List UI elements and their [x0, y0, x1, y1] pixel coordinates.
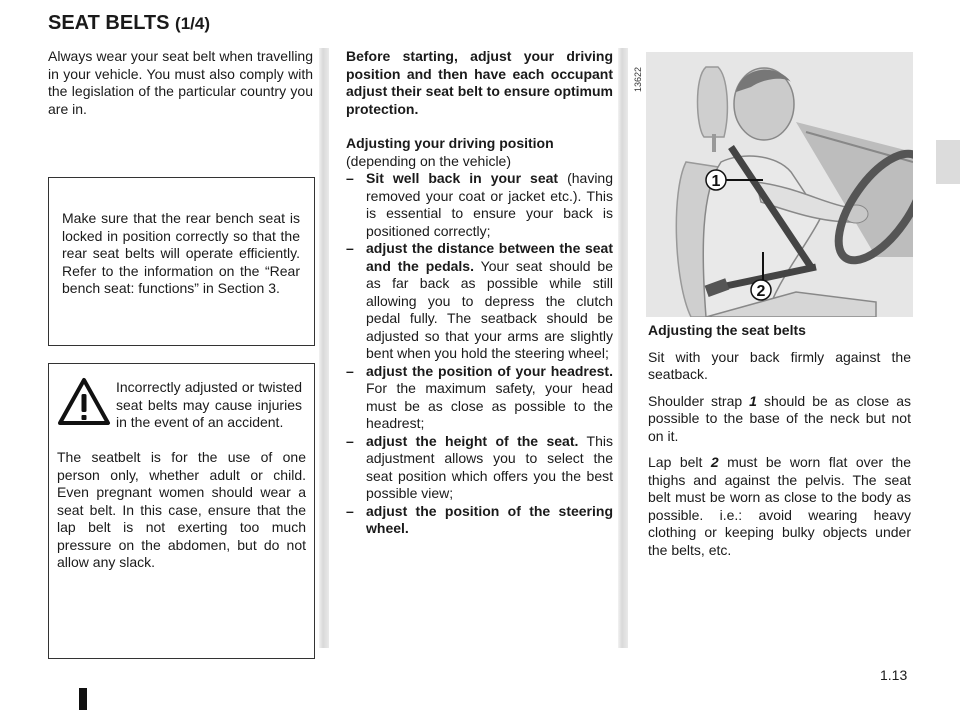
- section-heading-note: (depending on the vehicle): [346, 152, 512, 169]
- note-text: Make sure that the rear bench seat is locked in position correctly so that the rear seat belts will operate efficiently. Refer to the information on the “Rear bench seat: functions” in Section 3.: [62, 210, 300, 296]
- column-divider-left: [319, 48, 329, 648]
- column-divider-right: [618, 48, 628, 648]
- warning-text-secondary: The seatbelt is for the use of one person only, whether adult or child. Even pregnant women should wear a seat belt. In this case, ensure that the lap belt is not exerting too much pressure on the abdomen, but do not allow any slack.: [57, 449, 306, 570]
- list-item-text: For the maximum safety, your head must be as close as possible to the headrest;: [366, 380, 613, 431]
- list-item-text: Your seat should be as far back as possible while still allowing you to depress the clutch pedal fully. The seatback should be adjusted so that your arms are slightly bent when you hold the steering wheel;: [366, 257, 613, 361]
- callout-1-label: 1: [711, 173, 721, 190]
- seatbelt-adjust-column: [648, 322, 911, 568]
- list-item: – adjust the distance between the seat and the pedals. Your seat should be as far back as possible while still allowing you to depress the clutch pedal fully. The seatback should be adjusted so that your arms are slightly bent when you hold the steering wheel;: [346, 240, 613, 361]
- page-title: [48, 12, 210, 35]
- title-main: SEAT BELTS: [48, 12, 170, 34]
- figure-code-text: 13622: [633, 66, 643, 92]
- corner-mark: [79, 688, 87, 710]
- list-item: – adjust the height of the seat. This adjustment allows you to select the seat position which offers you the best possible view;: [346, 432, 613, 501]
- list-item-text: (having removed your coat or jacket etc.). This is essential to ensure your back is positioned correctly;: [366, 170, 613, 239]
- note-box: [48, 177, 315, 346]
- list-item: – Sit well back in your seat (having removed your coat or jacket etc.). This is essential to ensure your back is positioned correctly;: [346, 170, 613, 239]
- intro-paragraph: Always wear your seat belt when travelling in your vehicle. You must also comply with the legislation of the particular country you are in.: [48, 48, 313, 117]
- page-number: 1.13: [880, 667, 908, 683]
- right-paragraph-3: Lap belt 2 must be worn flat over the thighs and against the pelvis. The seat belt must be worn as close to the body as possible. i.e.: avoid wearing heavy clothing or keeping bulky objects under the belts, etc.: [648, 454, 911, 558]
- list-item: – adjust the position of the steering wheel.: [346, 502, 613, 536]
- list-item-bold: adjust the position of the steering wheel.: [366, 502, 613, 536]
- list-item-text: This adjustment allows you to select the seat position which offers you the best possible view;: [366, 432, 613, 501]
- right-heading: Adjusting the seat belts: [648, 322, 806, 338]
- list-item: – adjust the position of your headrest. For the maximum safety, your head must be as close as possible to the headrest;: [346, 362, 613, 431]
- callout-2-label: 2: [756, 283, 766, 300]
- list-item-bold: Sit well back in your seat: [366, 170, 559, 186]
- list-item-bold: adjust the distance between the seat and the pedals.: [366, 240, 613, 274]
- list-item-bold: adjust the height of the seat.: [366, 432, 579, 449]
- right-paragraph-2: Shoulder strap 1 should be as close as possible to the base of the neck but not on it.: [648, 392, 911, 444]
- right-paragraph-1: Sit with your back firmly against the seatback.: [648, 348, 911, 382]
- warning-box: [48, 363, 315, 659]
- list-item-bold: adjust the position of your headrest.: [366, 362, 613, 379]
- driver-seatbelt-illustration: [646, 52, 913, 317]
- title-suffix: (1/4): [175, 14, 211, 33]
- lead-paragraph: Before starting, adjust your driving position and then have each occupant adjust their seat belt to ensure optimum protection.: [346, 48, 613, 117]
- section-heading: Adjusting your driving position: [346, 135, 554, 151]
- driving-position-column: [346, 48, 613, 538]
- section-tab: [936, 140, 960, 184]
- warning-text-primary: Incorrectly adjusted or twisted seat belts may cause injuries in the event of an accident.: [116, 379, 302, 430]
- warning-triangle-icon: [57, 377, 111, 427]
- figure-code: [631, 52, 645, 96]
